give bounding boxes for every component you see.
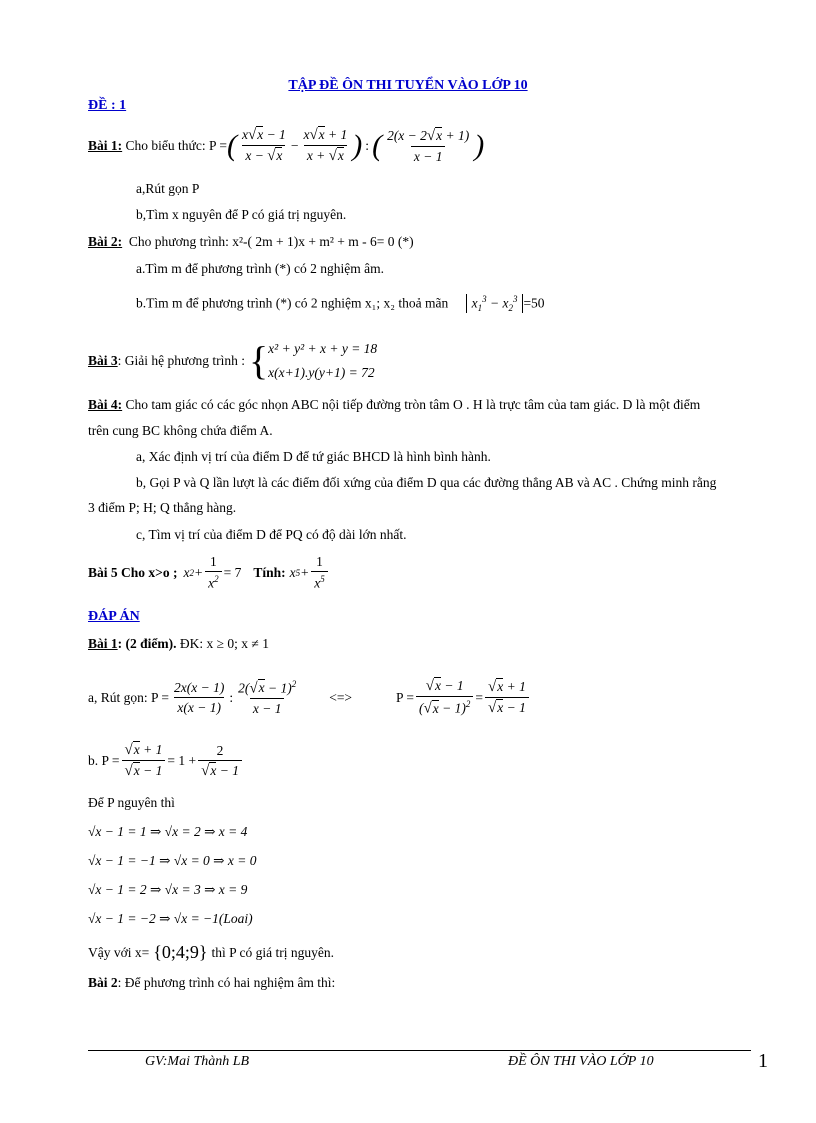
bai4-part-a: a, Xác định vị trí của điểm D để tứ giác BHCD là hình bình hành. <box>136 449 491 464</box>
bai3-eq2: x(x+1).y(y+1) = 72 <box>268 365 375 380</box>
answer-bai2-label: Bài 2 <box>88 975 118 990</box>
answer-bai1-points: : (2 điểm). <box>117 636 177 651</box>
bai1-label: Bài 1: <box>88 138 123 153</box>
answer-conclusion-end: thì P có giá trị nguyên. <box>211 944 335 960</box>
bai1-expression: ( $\frac{x√x - 1}{x - √x}$ − $\frac{x√x + 1}{x + √x}$ ) : ( $\frac{2(x - 2√x + 1)}{x - 1}$ ) <box>226 127 485 164</box>
bai4-part-b1: b, Gọi P và Q lần lượt là các điểm đối xứng của điểm D qua các đường thẳng AB và AC . Chứng minh rằng <box>136 475 717 490</box>
bai3-question <box>88 336 377 386</box>
footer-divider <box>88 1050 751 1051</box>
answer-case-2: √x − 1 = −1 ⇒ √x = 0 ⇒ x = 0 <box>88 853 257 868</box>
bai3-eq1: x² + y² + x + y = 18 <box>268 341 378 356</box>
bai2-intro: Cho phương trình: x²-( 2m + 1)x + m² + m - 6= 0 (*) <box>128 234 414 249</box>
answer-conclusion <box>88 942 334 963</box>
answer-b-label: b. P = <box>88 753 120 768</box>
answer-conclusion-start: Vậy với x= <box>88 944 150 960</box>
document-title: TẬP ĐỀ ÔN THI TUYỂN VÀO LỚP 10 <box>288 78 528 93</box>
bai4-line2: trên cung BC không chứa điểm A. <box>88 423 273 438</box>
bai4-line1 <box>88 397 700 413</box>
page-number: 1 <box>758 1050 768 1072</box>
bai3-label: Bài 3 <box>88 353 118 368</box>
bai3-system <box>268 337 377 385</box>
bai4-part-b2: 3 điểm P; H; Q thẳng hàng. <box>88 500 237 515</box>
answer-bai1-condition: ĐK: x ≥ 0; x ≠ 1 <box>179 636 269 651</box>
bai5-eq: = 7 <box>223 565 242 580</box>
bai4-part-c: c, Tìm vị trí của điểm D để PQ có độ dài lớn nhất. <box>136 527 407 542</box>
answer-a-result: $\frac{√x - 1}{(√x - 1)^2}$ = $\frac{√x + 1}{√x - 1}$ <box>414 678 531 718</box>
answer-a-label: a, Rút gọn: P = <box>88 690 169 705</box>
system-brace: { <box>248 338 269 383</box>
answer-case-4: √x − 1 = −2 ⇒ √x = −1(Loai) <box>88 911 253 926</box>
answer-part-a <box>88 675 531 721</box>
answer-part-b <box>88 738 244 784</box>
answer-a-expression: $\frac{2x(x - 1)}{x(x - 1)}$ : $\frac{2(√x - 1)^2}{x - 1}$ <box>174 678 297 717</box>
answer-b-expression: $\frac{√x + 1}{√x - 1}$ <box>120 742 168 780</box>
answer-case-1: √x − 1 = 1 ⇒ √x = 2 ⇒ x = 4 <box>88 824 248 839</box>
exam-number: ĐỀ : 1 <box>88 98 127 113</box>
bai5-label: Bài 5 Cho x>o ; <box>88 565 178 580</box>
bai2-part-b-text: b.Tìm m để phương trình (*) có 2 nghiệm x₁; x₂ thoả mãn <box>136 295 449 311</box>
answer-integer-condition: Để P nguyên thì <box>88 795 175 810</box>
bai5-question <box>88 553 330 593</box>
bai1-question <box>88 124 484 168</box>
answer-bai1-header <box>88 636 269 652</box>
answer-case-3: √x − 1 = 2 ⇒ √x = 3 ⇒ x = 9 <box>88 882 248 897</box>
answer-bai2 <box>88 975 335 991</box>
answer-b-fraction: $\frac{2}{√x - 1}$ <box>196 743 244 780</box>
bai2-part-a: a.Tìm m để phương trình (*) có 2 nghiệm âm. <box>136 261 385 276</box>
footer-title: ĐỀ ÔN THI VÀO LỚP 10 <box>508 1054 654 1069</box>
bai5-condition: x 2 + $\frac{1}{x^2}$ <box>183 554 223 592</box>
bai2-question <box>88 234 414 250</box>
answer-bai2-text: : Để phương trình có hai nghiệm âm thì: <box>117 975 336 990</box>
bai1-intro: Cho biểu thức: P = <box>125 138 227 153</box>
answer-b-rhs: = 1 + <box>167 753 197 768</box>
answer-heading: ĐÁP ÁN <box>88 609 140 624</box>
bai5-tinh: Tính: <box>253 565 286 580</box>
bai5-target: x 5 + $\frac{1}{x^5}$ <box>290 554 330 592</box>
bai2-part-b-eq: =50 <box>523 295 545 311</box>
bai2-part-b <box>136 294 545 313</box>
answer-bai1-label: Bài 1 <box>88 636 118 651</box>
bai4-line1-text: Cho tam giác có các góc nhọn ABC nội tiếp đường tròn tâm O . H là trực tâm của tam giác. D là một điểm <box>125 397 701 412</box>
bai2-label: Bài 2: <box>88 234 123 249</box>
answer-a-equivalence: <=> <box>329 690 353 705</box>
bai4-label: Bài 4: <box>88 397 123 412</box>
footer-teacher: GV:Mai Thành LB <box>145 1054 250 1069</box>
answer-set: {0;4;9} <box>153 942 208 962</box>
bai1-part-a: a,Rút gọn P <box>136 181 200 196</box>
bai1-part-b: b,Tìm x nguyên để P có giá trị nguyên. <box>136 207 347 222</box>
answer-a-p: P = <box>396 690 415 705</box>
bai3-intro: : Giải hệ phương trình : <box>117 353 245 368</box>
bai2-abs-expression: $x_1^3 - x_2^3$ <box>466 294 524 313</box>
